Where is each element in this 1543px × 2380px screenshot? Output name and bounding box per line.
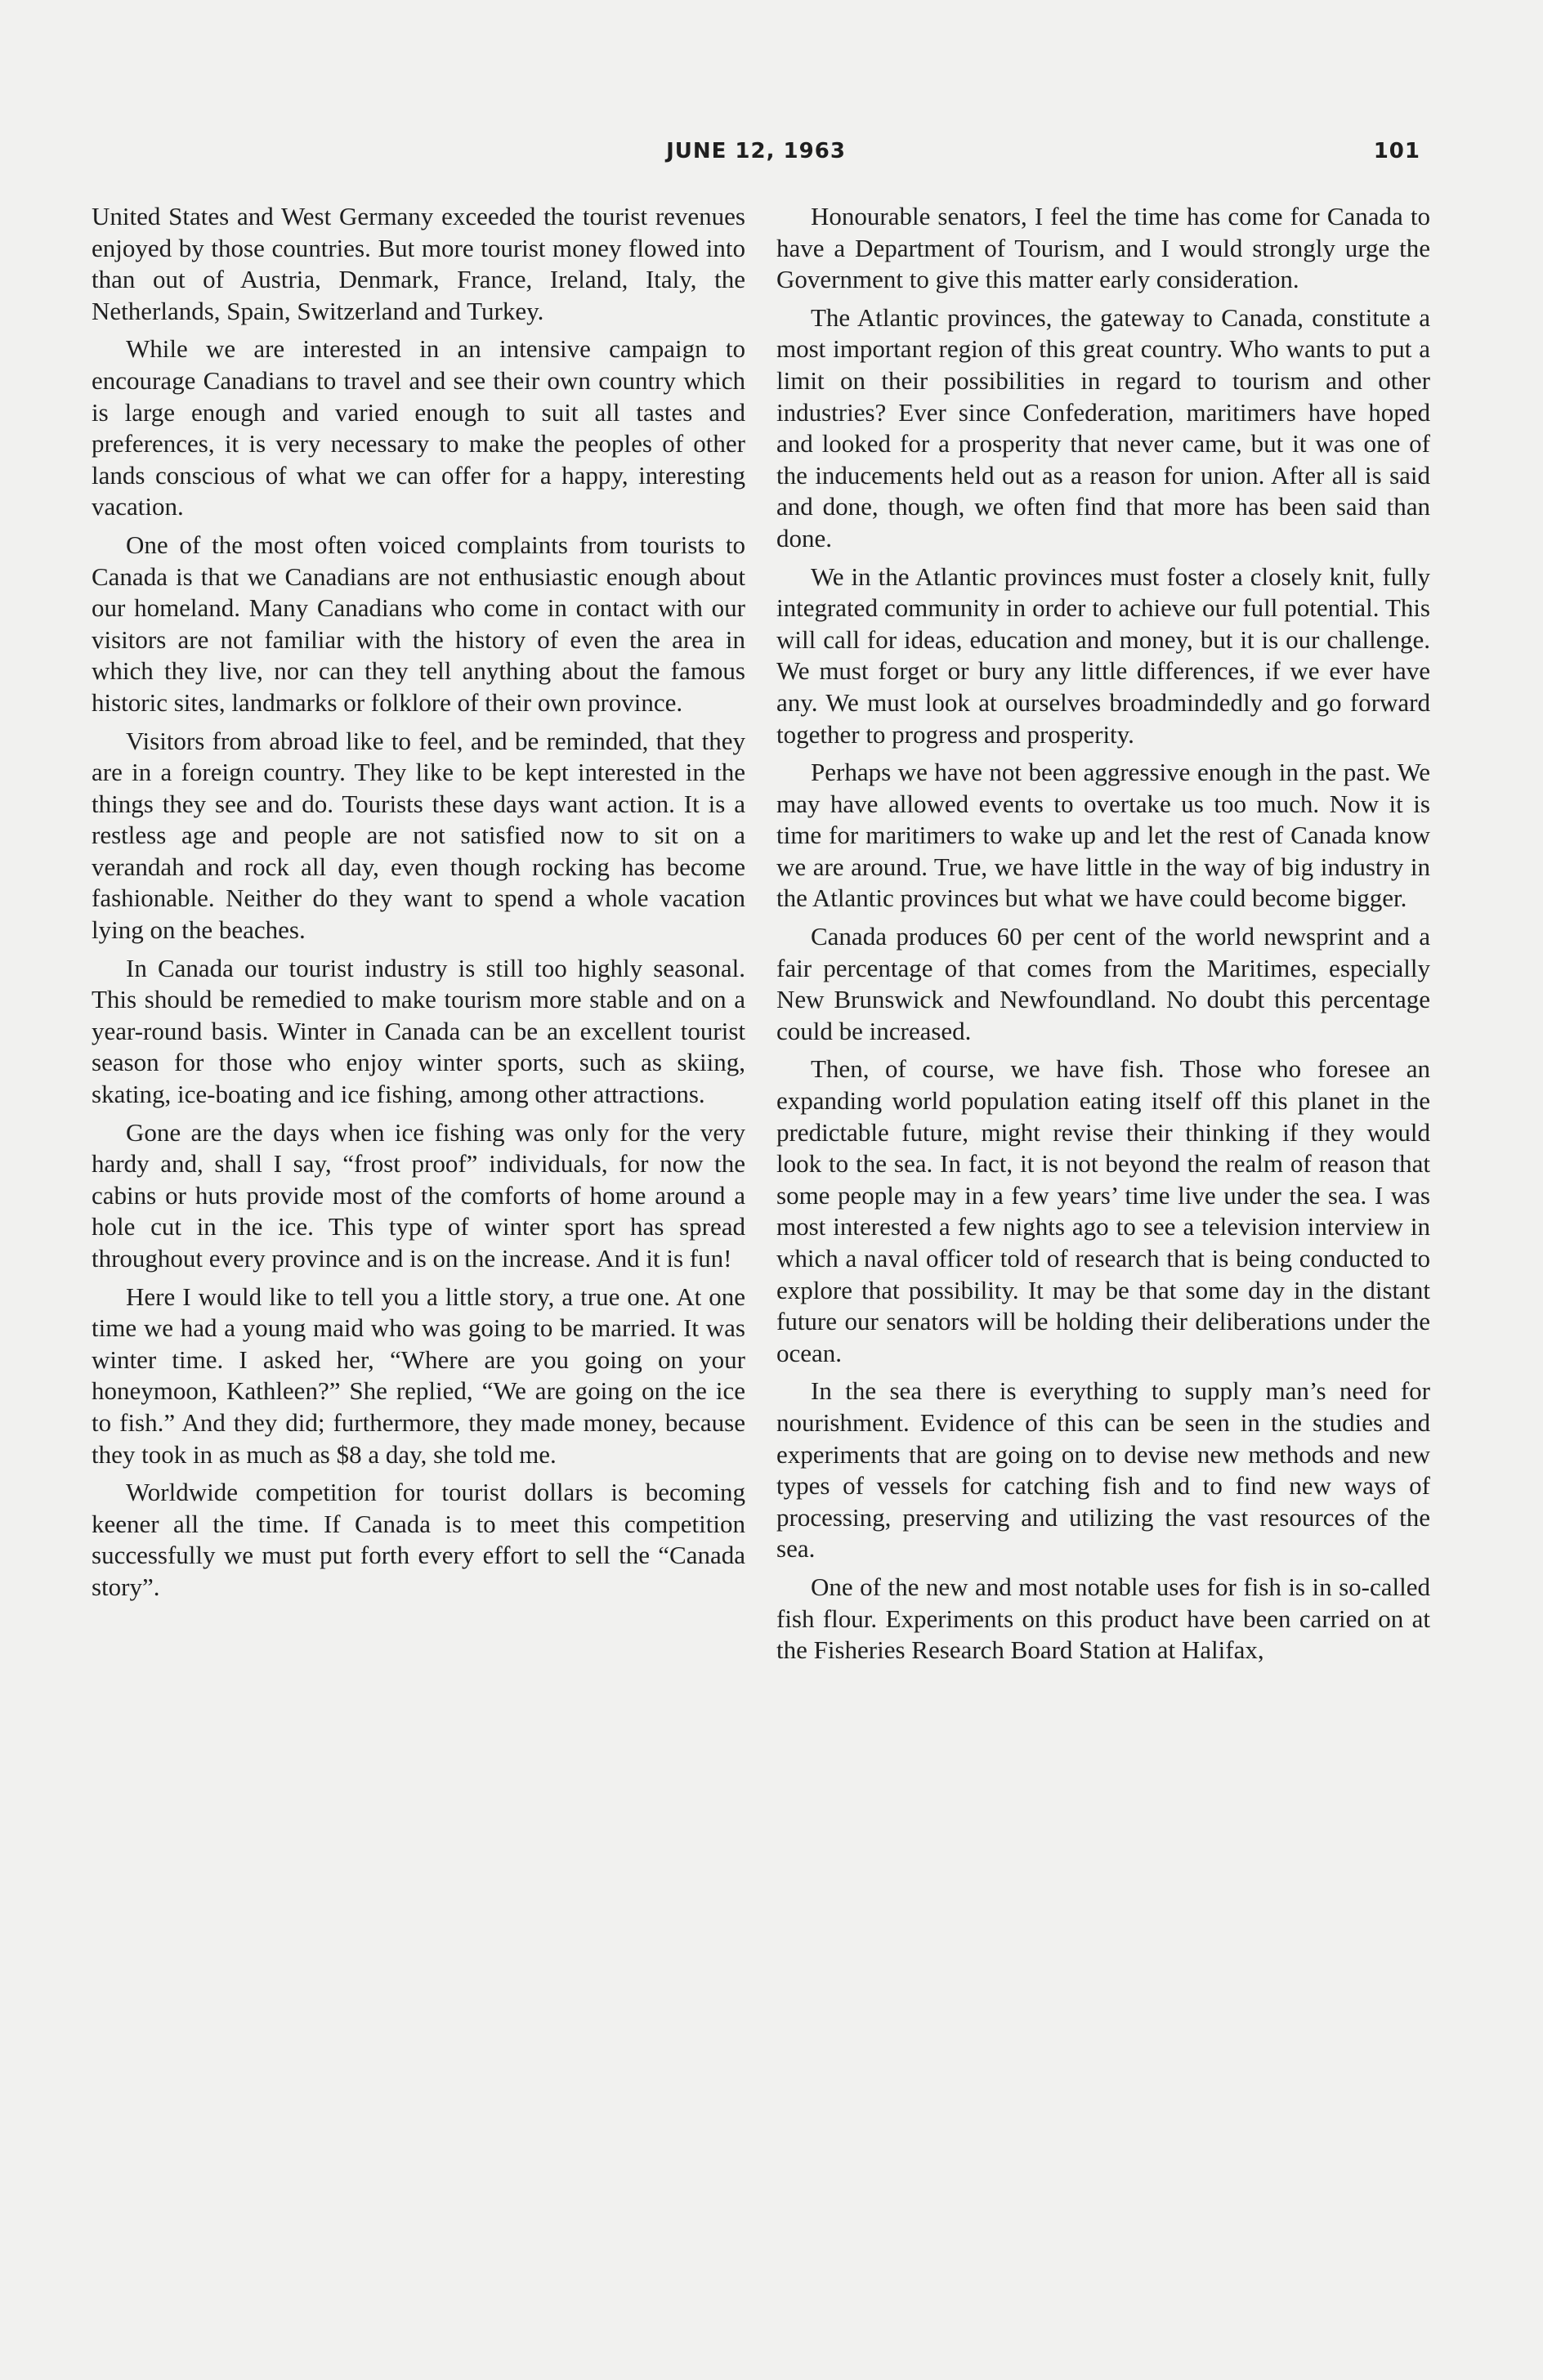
page-number: 101 (1373, 139, 1420, 163)
paragraph: In Canada our tourist industry is still too highly seasonal. This should be remedied to make tourism more stable and on a year-round basis. Winter in Canada can be an excellent tourist season for those who enjoy winter sports, such as skiing, skating, ice-boating and ice fishing, among other attractions. (92, 953, 745, 1109)
paragraph: Gone are the days when ice fishing was only for the very hardy and, shall I say, “frost proof” individuals, for now the cabins or huts provide most of the comforts of home around a hole cut in the ice. This type of winter sport has spread throughout every province and is on the increase. And it is fun! (92, 1117, 745, 1273)
paragraph: Then, of course, we have fish. Those who foresee an expanding world population eating itself off this planet in the predictable future, might revise their thinking if they would look to the sea. In fact, it is not beyond the realm of reason that some people may in a few years’ time live under the sea. I was most interested a few nights ago to see a television interview in which a naval officer told of research that is being conducted to explore that possibility. It may be that some day in the distant future our senators will be holding their deliberations under the ocean. (776, 1054, 1430, 1367)
header-date: JUNE 12, 1963 (666, 139, 846, 163)
paragraph: United States and West Germany exceeded the tourist revenues enjoyed by those countries. But more tourist money flowed into than out of Austria, Denmark, France, Ireland, Italy, the Netherlands, Spain, Switzerland and Turkey. (92, 202, 745, 325)
page-header (92, 136, 1420, 173)
paragraph: Visitors from abroad like to feel, and be reminded, that they are in a foreign country. They like to be kept interested in the things they see and do. Tourists these days want action. It is a restless age and people are not satisfied now to sit on a verandah and rock all day, even though rocking has become fashionable. Neither do they want to spend a whole vacation lying on the beaches. (92, 726, 745, 945)
paragraph: Worldwide competition for tourist dollars is becoming keener all the time. If Canada is to meet this competition successfully we must put forth every effort to sell the “Canada story”. (92, 1478, 745, 1601)
paragraph: Honourable senators, I feel the time has come for Canada to have a Department of Tourism, and I would strongly urge the Government to give this matter early consideration. (776, 202, 1430, 294)
paragraph: Here I would like to tell you a little story, a true one. At one time we had a young maid who was going to be married. It was winter time. I asked her, “Where are you going on your honeymoon, Kathleen?” She replied, “We are going on the ice to fish.” And they did; furthermore, they made money, because they took in as much as $8 a day, she told me. (92, 1282, 745, 1469)
paragraph: One of the new and most notable uses for fish is in so-called fish flour. Experiments on this product have been carried on at the Fisheries Research Board Station at Halifax, (776, 1572, 1430, 1665)
paragraph: In the sea there is everything to supply man’s need for nourishment. Evidence of this can be seen in the studies and experiments that are going on to devise new methods and new types of vessels for catching fish and to find new ways of processing, preserving and utilizing the vast resources of the sea. (776, 1376, 1430, 1564)
paragraph: While we are interested in an intensive campaign to encourage Canadians to travel and see their own country which is large enough and varied enough to suit all tastes and preferences, it is very necessary to make the peoples of other lands conscious of what we can offer for a happy, interesting vacation. (92, 334, 745, 521)
paragraph: Perhaps we have not been aggressive enough in the past. We may have allowed events to overtake us too much. Now it is time for maritimers to wake up and let the rest of Canada know we are around. True, we have little in the way of big industry in the Atlantic provinces but what we have could become bigger. (776, 758, 1430, 913)
right-column (776, 201, 1430, 1673)
paragraph: Canada produces 60 per cent of the world newsprint and a fair percentage of that comes from the Maritimes, especially New Brunswick and Newfoundland. No doubt this percentage could be increased. (776, 922, 1430, 1045)
paragraph: We in the Atlantic provinces must foster a closely knit, fully integrated community in order to achieve our full potential. This will call for ideas, education and money, but it is our challenge. We must forget or bury any little differences, if we ever have any. We must look at ourselves broadmindedly and go forward together to progress and prosperity. (776, 561, 1430, 749)
left-column (92, 201, 745, 1610)
paragraph: The Atlantic provinces, the gateway to Canada, constitute a most important region of this great country. Who wants to put a limit on their possibilities in regard to tourism and other industries? Ever since Confederation, maritimers have hoped and looked for a prosperity that never came, but it was one of the inducements held out as a reason for union. After all is said and done, though, we often find that more has been said than done. (776, 302, 1430, 552)
paragraph: One of the most often voiced complaints from tourists to Canada is that we Canadians are not enthusiastic enough about our homeland. Many Canadians who come in contact with our visitors are not familiar with the history of even the area in which they live, nor can they tell anything about the famous historic sites, landmarks or folklore of their own province. (92, 530, 745, 717)
